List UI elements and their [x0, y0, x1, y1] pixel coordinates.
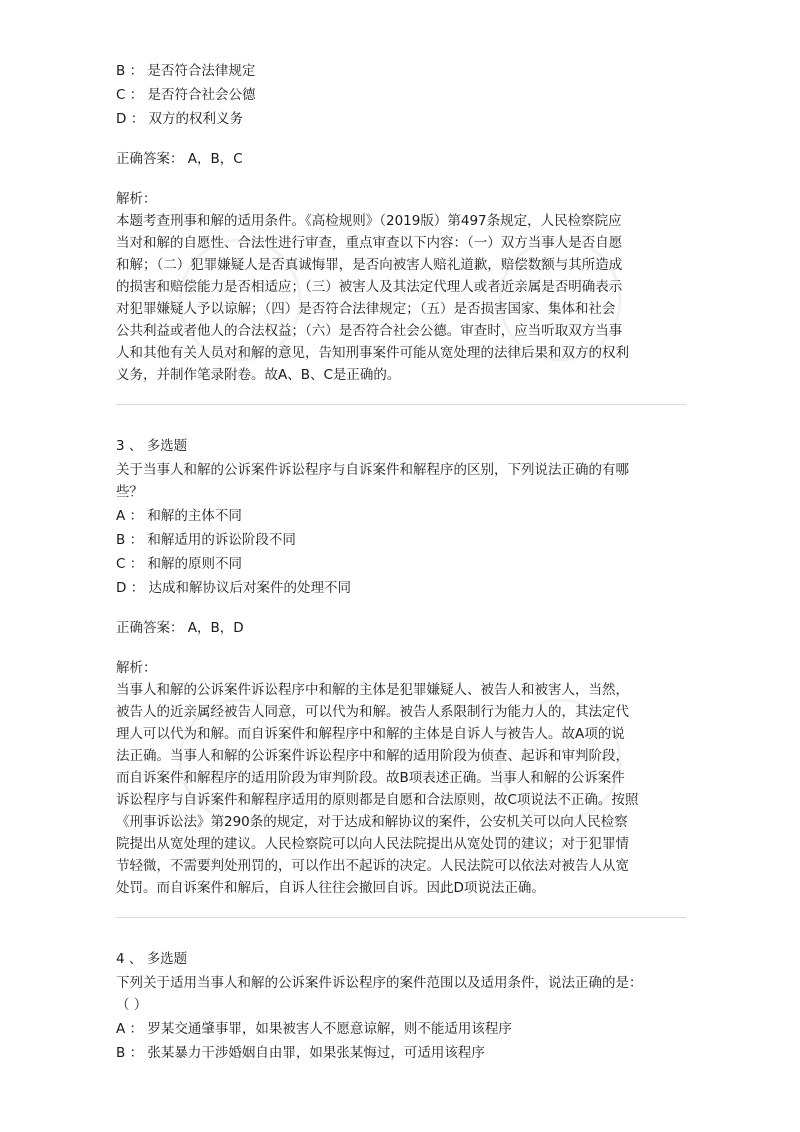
option-d: D ： 达成和解协议后对案件的处理不同: [116, 580, 351, 596]
analysis-line: 人和其他有关人员对和解的意见，告知刑事案件可能从宽处理的法律后果和双方的权利: [116, 345, 629, 361]
analysis-line: 处罚。而自诉案件和解后，自诉人往往会撤回自诉。因此D项说法正确。: [116, 880, 545, 896]
question-stem: （ ）: [116, 997, 148, 1013]
analysis-line: 的损害和赔偿能力是否相适应；（三）被害人及其法定代理人或者近亲属是否明确表示: [116, 279, 623, 295]
document-page: [116, 58, 686, 1066]
option-b: B ： 张某暴力干涉婚姻自由罪，如果张某悔过，可适用该程序: [116, 1045, 485, 1061]
analysis-line: 法正确。当事人和解的公诉案件诉讼程序中和解的适用阶段为侦查、起诉和审判阶段，: [116, 748, 629, 764]
question-3: [116, 435, 686, 899]
option-a: A ： 罗某交通肇事罪，如果被害人不愿意谅解，则不能适用该程序: [116, 1021, 512, 1037]
option-b: B ： 和解适用的诉讼阶段不同: [116, 532, 296, 548]
divider: [116, 917, 686, 918]
correct-answer: 正确答案： A，B，D: [116, 620, 244, 636]
divider: [116, 404, 686, 405]
question-stem: 下列关于适用当事人和解的公诉案件诉讼程序的案件范围以及适用条件，说法正确的是：: [116, 975, 643, 991]
question-header: 3 、 多选题: [116, 438, 188, 454]
question-2-tail: [116, 60, 686, 386]
analysis-line: 节轻微，不需要判处刑罚的，可以作出不起诉的决定。人民法院可以依法对被告人从宽: [116, 858, 629, 874]
analysis-text: [116, 210, 686, 386]
question-stem: 些？: [116, 484, 143, 500]
analysis-line: 公共利益或者他人的合法权益；（六）是否符合社会公德。审查时，应当听取双方当事: [116, 323, 623, 339]
question-4: [116, 948, 686, 1064]
analysis-line: 对犯罪嫌疑人予以谅解；（四）是否符合法律规定；（五）是否损害国家、集体和社会: [116, 301, 616, 317]
analysis-line: 和解；（二）犯罪嫌疑人是否真诚悔罪，是否向被害人赔礼道歉，赔偿数额与其所造成: [116, 257, 623, 273]
analysis-label: 解析：: [116, 660, 157, 676]
option-c: C ： 和解的原则不同: [116, 556, 243, 572]
analysis-line: 院提出从宽处理的建议。人民检察院可以向人民法院提出从宽处罚的建议；对于犯罪情: [116, 836, 629, 852]
question-stem: 关于当事人和解的公诉案件诉讼程序与自诉案件和解程序的区别，下列说法正确的有哪: [116, 462, 629, 478]
option-d: D ： 双方的权利义务: [116, 111, 243, 127]
analysis-text: [116, 679, 686, 899]
analysis-label: 解析：: [116, 191, 157, 207]
analysis-line: 被告人的近亲属经被告人同意，可以代为和解。被告人系限制行为能力人的，其法定代: [116, 704, 629, 720]
option-c: C ： 是否符合社会公德: [116, 87, 256, 103]
analysis-line: 当事人和解的公诉案件诉讼程序中和解的主体是犯罪嫌疑人、被告人和被害人，当然，: [116, 682, 629, 698]
analysis-line: 《刑事诉讼法》第290条的规定，对于达成和解协议的案件，公安机关可以向人民检察: [116, 814, 628, 830]
option-a: A ： 和解的主体不同: [116, 508, 242, 524]
correct-answer: 正确答案： A，B，C: [116, 151, 243, 167]
question-header: 4 、 多选题: [116, 951, 188, 967]
option-b: B ： 是否符合法律规定: [116, 63, 256, 79]
analysis-line: 当对和解的自愿性、合法性进行审查，重点审查以下内容：（一）双方当事人是否自愿: [116, 235, 623, 251]
analysis-line: 理人可以代为和解。而自诉案件和解程序中和解的主体是自诉人与被告人。故A项的说: [116, 726, 625, 742]
analysis-line: 义务，并制作笔录附卷。故A、B、C是正确的。: [116, 367, 401, 383]
analysis-line: 而自诉案件和解程序的适用阶段为审判阶段。故B项表述正确。当事人和解的公诉案件: [116, 770, 625, 786]
analysis-line: 诉讼程序与自诉案件和解程序适用的原则都是自愿和合法原则，故C项说法不正确。按照: [116, 792, 639, 808]
analysis-line: 本题考查刑事和解的适用条件。《高检规则》（2019版）第497条规定，人民检察院应: [116, 213, 622, 229]
